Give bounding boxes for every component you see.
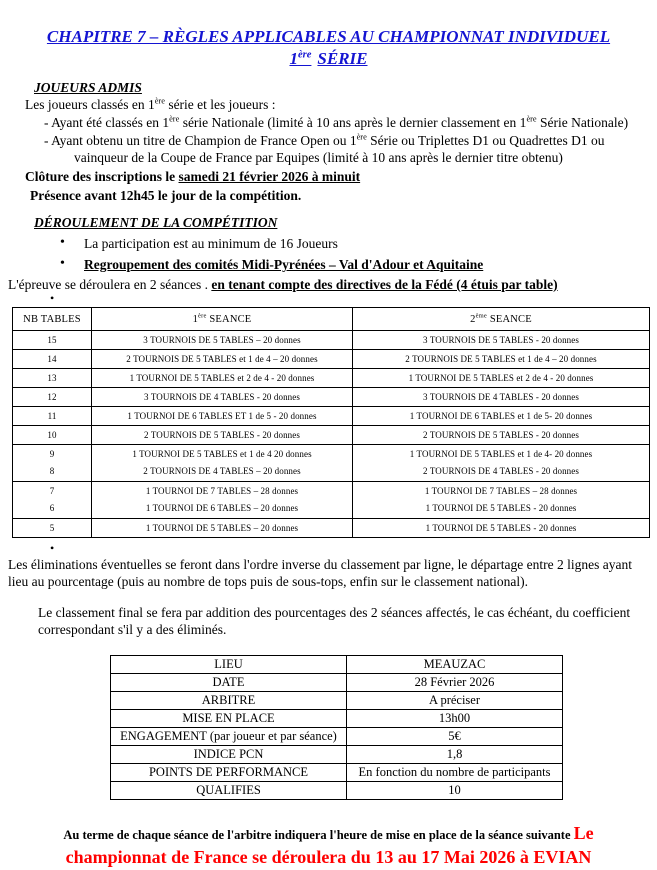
list-item-dash-2-continuation: vainqueur de la Coupe de France par Equipes (limité à 10 ans après le dernier titre obtenu) (74, 150, 563, 165)
cell-seance1: 1 TOURNOI DE 5 TABLES et 2 de 4 - 20 donnes (92, 369, 353, 388)
info-table-wrap (110, 655, 560, 800)
info-row (111, 782, 563, 800)
cloture-line: Clôture des inscriptions le samedi 21 février 2026 à minuit (25, 169, 361, 184)
info-value: 1,8 (347, 746, 563, 764)
cell-seance2: 1 TOURNOI DE 5 TABLES et 2 de 4 - 20 donnes (353, 369, 650, 388)
info-key: ENGAGEMENT (par joueur et par séance) (111, 728, 347, 746)
info-key: ARBITRE (111, 692, 347, 710)
bullet-participation: • La participation est au minimum de 16 Joueurs (60, 235, 657, 252)
section-deroulement (0, 209, 657, 231)
info-value: 28 Février 2026 (347, 674, 563, 692)
info-key: INDICE PCN (111, 746, 347, 764)
info-value: En fonction du nombre de participants (347, 764, 563, 782)
cell-seance1-group: 1 TOURNOI DE 7 TABLES – 28 donnes 1 TOURNOI DE 6 TABLES – 20 donnes (92, 482, 353, 519)
footer-note (18, 822, 639, 870)
cell-seance2: 1 TOURNOI DE 6 TABLES et 1 de 5- 20 donnes (353, 407, 650, 426)
cell-seance1: 1 TOURNOI DE 5 TABLES – 20 donnes (92, 519, 353, 538)
cell-seance2: 3 TOURNOIS DE 5 TABLES - 20 donnes (353, 331, 650, 350)
info-value: 5€ (347, 728, 563, 746)
cell-seance2-group: 1 TOURNOI DE 7 TABLES – 28 donnes 1 TOURNOI DE 5 TABLES - 20 donnes (353, 482, 650, 519)
cell-seance2-group: 1 TOURNOI DE 5 TABLES et 1 de 4- 20 donnes 2 TOURNOIS DE 4 TABLES - 20 donnes (353, 445, 650, 482)
list-item-dash-2: - Ayant obtenu un titre de Champion de France Open ou 1ère Série ou Triplettes D1 ou Quadrettes D1 ou vainqueur de la Coupe de France par Equipes (limité à 10 ans après le dernier titre obtenu) (44, 132, 657, 166)
cell-nb: 14 (13, 350, 92, 369)
info-key: MISE EN PLACE (111, 710, 347, 728)
title-ordinal-sup: ère (297, 49, 312, 61)
bullet-before-table (50, 293, 657, 303)
paragraph-eliminations: Les éliminations éventuelles se feront dans l'ordre inverse du classement par ligne, le départage entre 2 lignes ayant lieu au pourcentage (puis au nombre de tops puis de sous-tops, enfin sur le classement national). (8, 557, 632, 589)
info-value: MEAUZAC (347, 656, 563, 674)
header-s1-sup: ère (198, 312, 207, 319)
table-header-row (13, 308, 650, 331)
intro-paragraph: Les joueurs classés en 1ère série et les joueurs : (25, 96, 276, 112)
heading-deroulement: DÉROULEMENT DE LA COMPÉTITION (34, 215, 278, 230)
cell-nb-group: 9 8 (13, 445, 92, 482)
table-row (13, 519, 650, 538)
presence-line: Présence avant 12h45 le jour de la compétition. (30, 188, 302, 203)
info-table (110, 655, 563, 800)
section-joueurs-admis (0, 74, 657, 96)
table-row-group-9-8 (13, 445, 650, 482)
info-key: LIEU (111, 656, 347, 674)
cell-nb: 13 (13, 369, 92, 388)
cell-seance1: 2 TOURNOIS DE 5 TABLES et 1 de 4 – 20 donnes (92, 350, 353, 369)
footer-red-text: Le championnat de France se déroulera du 13 au 17 Mai 2026 à EVIAN (65, 823, 594, 867)
page-title (0, 0, 657, 69)
info-value: 13h00 (347, 710, 563, 728)
table-row (13, 350, 650, 369)
cell-seance2: 3 TOURNOIS DE 4 TABLES - 20 donnes (353, 388, 650, 407)
table-row (13, 388, 650, 407)
table-row (13, 369, 650, 388)
table-row (13, 331, 650, 350)
dash1-ordinal-sup-2: ère (526, 114, 537, 124)
cell-seance2: 2 TOURNOIS DE 5 TABLES et 1 de 4 – 20 donnes (353, 350, 650, 369)
info-key: DATE (111, 674, 347, 692)
paragraph-classement-final: Le classement final se fera par addition des pourcentages des 2 séances affectés, le cas échéant, du coefficient correspondant s'il y a des éliminés. (38, 605, 631, 637)
info-row (111, 674, 563, 692)
cloture-date: samedi 21 février 2026 à minuit (178, 169, 361, 184)
cell-seance1: 2 TOURNOIS DE 5 TABLES - 20 donnes (92, 426, 353, 445)
info-row (111, 764, 563, 782)
table-row (13, 407, 650, 426)
title-line-1: CHAPITRE 7 – RÈGLES APPLICABLES AU CHAMPIONNAT INDIVIDUEL (46, 27, 611, 46)
header-s2-sup: ème (475, 312, 487, 319)
header-nb-tables: NB TABLES (13, 308, 92, 331)
cell-seance1-group: 1 TOURNOI DE 5 TABLES et 1 de 4 20 donnes 2 TOURNOIS DE 4 TABLES – 20 donnes (92, 445, 353, 482)
bullet-regroupement: • Regroupement des comités Midi-Pyrénées – Val d'Adour et Aquitaine (60, 256, 657, 273)
info-row (111, 710, 563, 728)
title-line-2-rest: SÉRIE (317, 49, 368, 68)
cell-nb: 15 (13, 331, 92, 350)
seances-table-wrap (12, 307, 648, 538)
info-value: 10 (347, 782, 563, 800)
cell-seance1: 3 TOURNOIS DE 5 TABLES – 20 donnes (92, 331, 353, 350)
seances-table (12, 307, 650, 538)
cell-nb: 12 (13, 388, 92, 407)
dash2-ordinal-sup: ère (356, 132, 367, 142)
cell-nb: 10 (13, 426, 92, 445)
list-item-dash-1: - Ayant été classés en 1ère série Nationale (limité à 10 ans après le dernier classement en 1ère Série Nationale) (44, 114, 629, 130)
cell-nb-group: 7 6 (13, 482, 92, 519)
info-value: A préciser (347, 692, 563, 710)
cell-nb: 5 (13, 519, 92, 538)
epreuve-directives: en tenant compte des directives de la Fédé (4 étuis par table) (211, 277, 558, 292)
info-key: POINTS DE PERFORMANCE (111, 764, 347, 782)
cell-seance1: 1 TOURNOI DE 6 TABLES ET 1 de 5 - 20 donnes (92, 407, 353, 426)
title-line-2-number: 1ère (289, 49, 312, 68)
cell-seance2: 1 TOURNOI DE 5 TABLES - 20 donnes (353, 519, 650, 538)
header-seance-1: 1ère SEANCE (92, 308, 353, 331)
footer-black-text: Au terme de chaque séance de l'arbitre indiquera l'heure de mise en place de la séance suivante (63, 828, 574, 842)
bullet-after-table (50, 543, 657, 553)
cell-seance2: 2 TOURNOIS DE 5 TABLES - 20 donnes (353, 426, 650, 445)
intro-ordinal-sup: ère (154, 96, 165, 106)
info-row (111, 728, 563, 746)
table-row (13, 426, 650, 445)
cell-nb: 11 (13, 407, 92, 426)
epreuve-line: L'épreuve se déroulera en 2 séances . en tenant compte des directives de la Fédé (4 étuis par table) (8, 277, 558, 292)
header-seance-2: 2ème SEANCE (353, 308, 650, 331)
table-row-group-7-6 (13, 482, 650, 519)
info-row (111, 746, 563, 764)
heading-joueurs-admis: JOUEURS ADMIS (34, 80, 142, 95)
info-row (111, 656, 563, 674)
info-row (111, 692, 563, 710)
dash1-ordinal-sup-1: ère (169, 114, 180, 124)
info-key: QUALIFIES (111, 782, 347, 800)
cell-seance1: 3 TOURNOIS DE 4 TABLES - 20 donnes (92, 388, 353, 407)
